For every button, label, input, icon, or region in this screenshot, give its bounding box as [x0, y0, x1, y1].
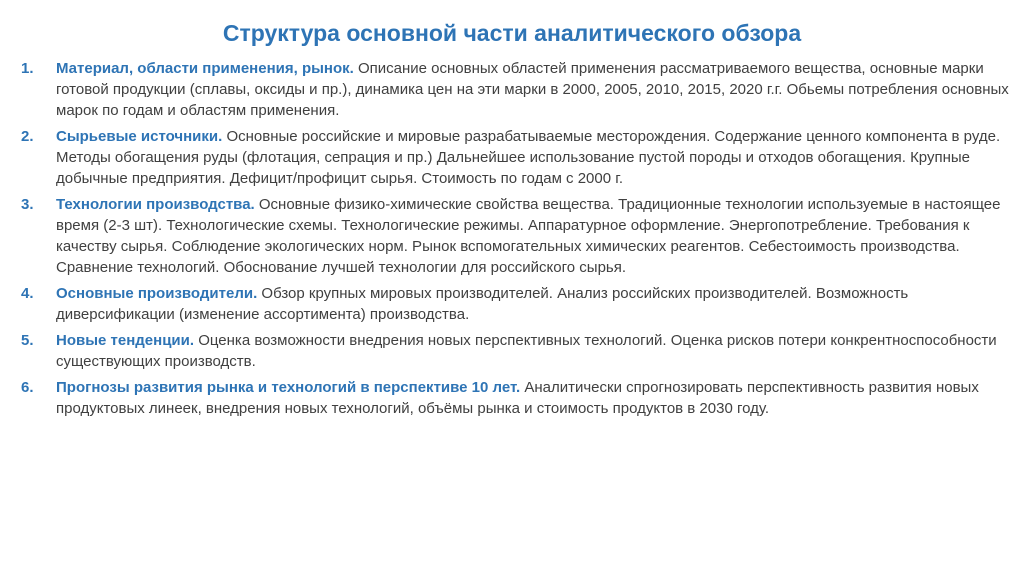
item-paragraph: [56, 283, 1011, 325]
item-text: Оценка возможности внедрения новых перспективных технологий. Оценка рисков потери конкрентноспособности существующих производств.: [56, 332, 997, 370]
item-heading: Материал, области применения, рынок.: [56, 60, 354, 77]
list-item: [21, 377, 1011, 419]
item-paragraph: [56, 194, 1011, 278]
item-heading: Основные производители.: [56, 285, 258, 302]
item-heading: Прогнозы развития рынка и технологий в перспективе 10 лет.: [56, 379, 521, 396]
item-number: 1.: [21, 60, 34, 77]
item-paragraph: [56, 126, 1011, 189]
item-text: Основные физико-химические свойства вещества. Традиционные технологии используемые в настоящее время (2-3 шт). Технологические схемы. Технологические режимы. Аппаратурное оформление. Энергопотребление. Требования к качеству сырья. Соблюдение экологических норм. Рынок вспомогательных химических реагентов. Себестоимость производства. Сравнение технологий. Обоснование лучшей технологии для российского сырья.: [56, 196, 1001, 276]
item-paragraph: [56, 58, 1011, 121]
list-item: [21, 58, 1011, 121]
item-number: 6.: [21, 379, 34, 396]
numbered-list: [21, 58, 1011, 424]
item-number: 5.: [21, 332, 34, 349]
item-number: 4.: [21, 285, 34, 302]
item-text: Описание основных областей применения рассматриваемого вещества, основные марки готовой продукции (сплавы, оксиды и пр.), динамика цен на эти марки в 2000, 2005, 2010, 2015, 2020 г.г. Обьемы потребления основных марок по годам и областям применения.: [56, 60, 1009, 119]
item-heading: Сырьевые источники.: [56, 128, 223, 145]
item-paragraph: [56, 330, 1011, 372]
list-item: [21, 126, 1011, 189]
item-text: Аналитически спрогнозировать перспективность развития новых продуктовых линеек, внедрения новых технологий, объёмы рынка и стоимость продуктов в 2030 году.: [56, 379, 979, 417]
item-text: Основные российские и мировые разрабатываемые месторождения. Содержание ценного компонента в руде. Методы обогащения руды (флотация, сепрация и пр.) Дальнейшее использование пустой породы и отходов обогащения. Крупные добычные предприятия. Дефицит/профицит сырья. Стоимость по годам с 2000 г.: [56, 128, 1001, 187]
item-number: 3.: [21, 196, 34, 213]
item-number: 2.: [21, 128, 34, 145]
item-heading: Новые тенденции.: [56, 332, 195, 349]
item-paragraph: [56, 377, 1011, 419]
item-text: Обзор крупных мировых производителей. Анализ российских производителей. Возможность диверсификации (изменение ассортимента) производства.: [56, 285, 909, 323]
list-item: [21, 194, 1011, 278]
item-heading: Технологии производства.: [56, 196, 255, 213]
slide-title: Структура основной части аналитического обзора: [222, 20, 802, 46]
list-item: [21, 330, 1011, 372]
list-item: [21, 283, 1011, 325]
